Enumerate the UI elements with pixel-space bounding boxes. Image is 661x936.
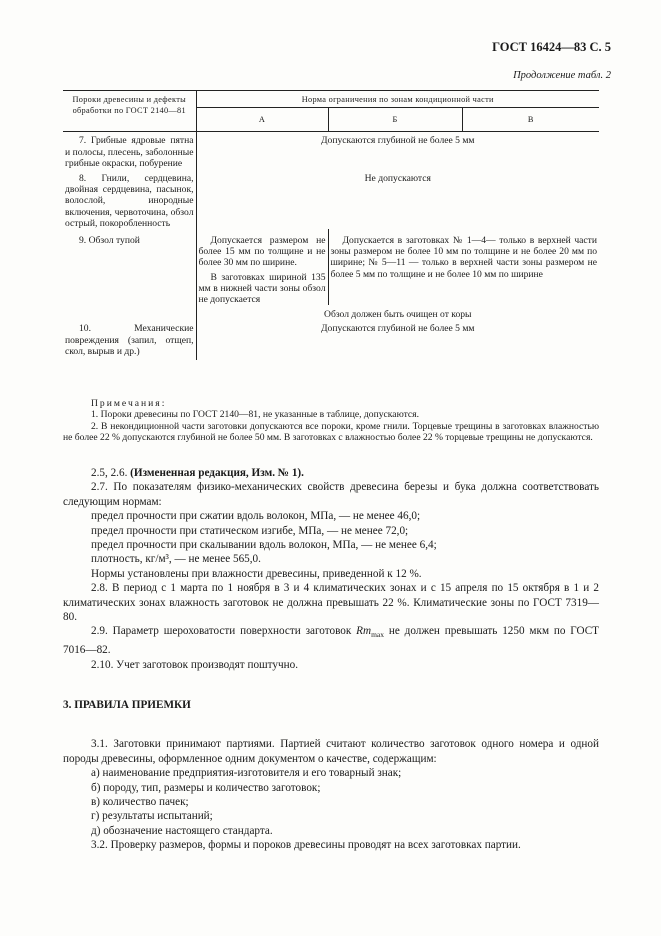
amendment-paragraph — [63, 466, 599, 480]
notes-heading: Примечания: — [91, 398, 167, 409]
roughness-symbol: Rm — [356, 625, 372, 638]
col-defect-header: Пороки древесины и дефекты обработки по ГОСТ 2140—81 — [63, 91, 196, 132]
paragraph: Нормы установлены при влажности древесины, приведенной к 12 %. — [91, 567, 422, 580]
amendment-number: 2.5, 2.6. — [91, 467, 128, 479]
norm-cell: Допускаются глубиной не более 5 мм — [196, 320, 599, 360]
defect-cell: 10. Механические повреждения (запил, отщеп, скол, вырыв и др.) — [65, 323, 194, 357]
zone-a-text-2: В заготовках шириной 135 мм в нижней части зоны обзол не допускается — [198, 271, 326, 306]
paragraph: предел прочности при сжатии вдоль волокон, МПа, — не менее 46,0; — [91, 510, 421, 523]
norm-cell: Не допускаются — [196, 169, 599, 229]
list-item: б) породу, тип, размеры и количество заготовок; — [91, 781, 321, 794]
zone-a-text-1: Допускается размером не более 15 мм по толщине и не более 30 мм по ширине. — [198, 235, 326, 269]
paragraph: 2.8. В период с 1 марта по 1 ноября в 3 и 4 климатических зонах и с 15 апреля по 15 октября в 1 и 2 климатических зонах влажность заготовок не должна превышать 22 %. Климатические зоны по ГОСТ 7319—80. — [63, 582, 599, 624]
table-row — [63, 169, 599, 229]
paragraph: 2.9. Параметр шероховатости поверхности заготовок $Rm_{max}$ не должен превышать 1250 мкм по ГОСТ 7016—82. — [63, 625, 599, 657]
paragraph: плотность, кг/м³, — не менее 565,0. — [91, 553, 261, 566]
table-row — [63, 132, 599, 169]
zone-b-header: Б — [328, 108, 462, 132]
paragraph: предел прочности при статическом изгибе, МПа, — не менее 72,0; — [91, 524, 409, 537]
paragraph: 2.7. По показателям физико-механических свойств древесина березы и бука должна соответствовать следующим нормам: — [63, 481, 599, 508]
zone-a-header: А — [196, 108, 328, 132]
list-item: а) наименование предприятия-изготовителя и его товарный знак; — [91, 767, 402, 780]
amendment-note: (Измененная редакция, Изм. № 1). — [130, 467, 304, 479]
defect-cell: 7. Грибные ядровые пятна и полосы, плесень, заболонные грибные окраски, побурение — [65, 135, 194, 169]
table-continuation: Продолжение табл. 2 — [513, 70, 611, 81]
zone-bv-cell: Допускается в заготовках № 1—4— только в верхней части зоны размером не более 10 мм по толщине и не более 20 мм по ширине; № 5—11 — только в верхней части зоны размером не более 5 мм по толщине и не более 10 мм по ширине — [328, 229, 599, 305]
zones-group-header: Норма ограничения по зонам кондиционной части — [196, 91, 599, 108]
table-row — [63, 320, 599, 360]
norm-cell: Допускаются глубиной не более 5 мм — [196, 132, 599, 169]
list-item: в) количество пачек; — [91, 795, 189, 808]
list-item: д) обозначение настоящего стандарта. — [91, 824, 273, 837]
defect-cell: 9. Обзол тупой — [79, 235, 140, 247]
table-notes — [63, 398, 599, 443]
paragraph: 2.10. Учет заготовок производят поштучно. — [91, 658, 298, 671]
main-text — [63, 466, 599, 853]
paragraph: 3.1. Заготовки принимают партиями. Партией считают количество заготовок одного номера и одной породы древесины, оформленное одним документом о качестве, содержащим: — [63, 738, 599, 765]
paragraph: 3.2. Проверку размеров, формы и пороков древесины проводят на всех заготовках партии. — [91, 839, 521, 852]
note-item: 1. Пороки древесины по ГОСТ 2140—81, не указанные в таблице, допускаются. — [91, 409, 419, 421]
paragraph: предел прочности при скалывании вдоль волокон, МПа, — не менее 6,4; — [91, 539, 437, 552]
norms-table — [63, 90, 599, 360]
section-title: 3. ПРАВИЛА ПРИЕМКИ — [63, 698, 191, 711]
list-item: г) результаты испытаний; — [91, 810, 213, 823]
zone-a-cell — [196, 229, 328, 305]
note-item: 2. В некондиционной части заготовки допускаются все пороки, кроме гнили. Торцевые трещины в заготовках влажностью не более 22 % допускаются глубиной не более 50 мм. В заготовках с влажностью более 22 % торцевые трещины не допускаются. — [63, 420, 599, 443]
zone-v-header: В — [462, 108, 599, 132]
table-row — [63, 229, 599, 305]
common-note-cell: Обзол должен быть очищен от коры — [196, 305, 599, 320]
defect-cell: 8. Гнили, сердцевина, двойная сердцевина, пасынок, волослой, инородные включения, червоточина, обзол острый, покоробленность — [65, 173, 194, 229]
page-header: ГОСТ 16424—83 С. 5 — [492, 40, 611, 54]
